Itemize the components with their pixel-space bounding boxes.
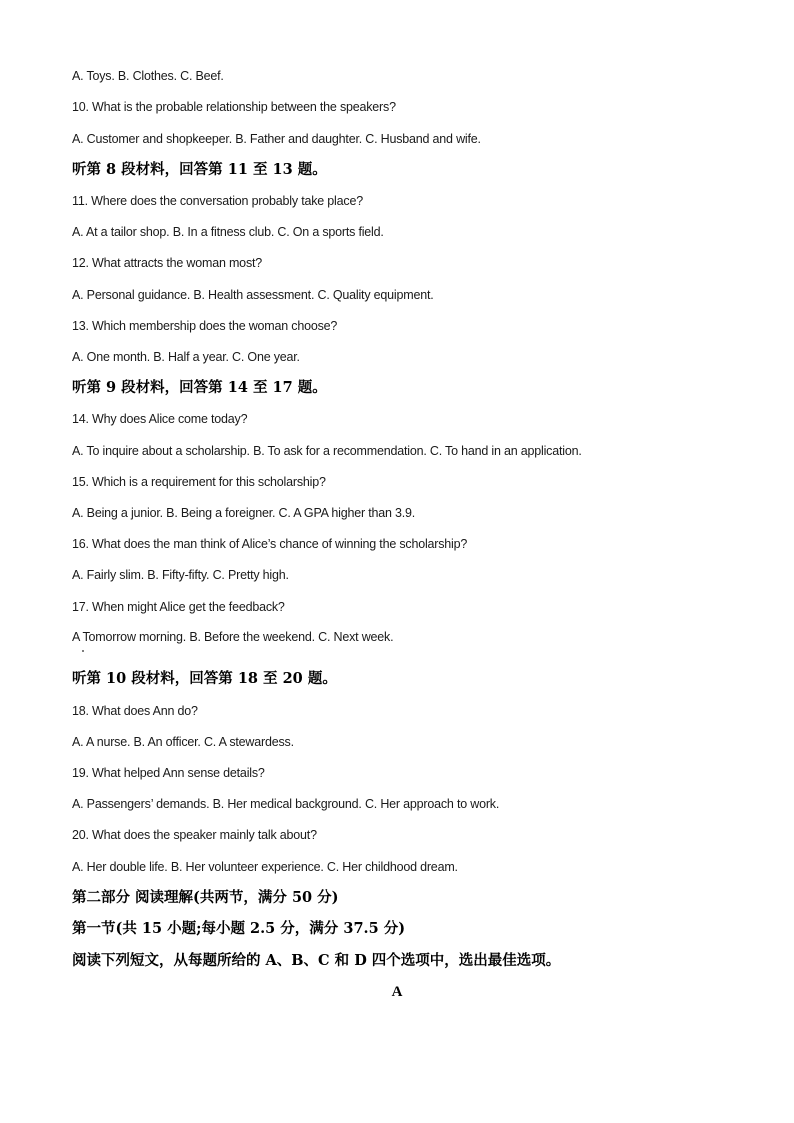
question-20: 20. What does the speaker mainly talk about? bbox=[72, 828, 317, 842]
section-heading-9: 听第 9 段材料，回答第 14 至 17 题。 bbox=[72, 379, 327, 396]
question-18: 18. What does Ann do? bbox=[72, 704, 198, 718]
option-line-20: A. Her double life. B. Her volunteer experience. C. Her childhood dream. bbox=[72, 860, 458, 874]
question-14: 14. Why does Alice come today? bbox=[72, 412, 248, 426]
option-line-14: A. To inquire about a scholarship. B. To ask for a recommendation. C. To hand in an application. bbox=[72, 444, 582, 458]
option-line-17: A Tomorrow morning. B. Before the weekend. C. Next week. bbox=[72, 630, 394, 644]
option-line-16: A. Fairly slim. B. Fifty-fifty. C. Pretty high. bbox=[72, 568, 289, 582]
section-heading-8: 听第 8 段材料，回答第 11 至 13 题。 bbox=[72, 161, 327, 178]
question-10: 10. What is the probable relationship between the speakers? bbox=[72, 100, 396, 114]
option-line-18: A. A nurse. B. An officer. C. A stewardess. bbox=[72, 735, 294, 749]
question-12: 12. What attracts the woman most? bbox=[72, 256, 263, 270]
question-17: 17. When might Alice get the feedback? bbox=[72, 600, 285, 614]
question-16: 16. What does the man think of Alice’s chance of winning the scholarship? bbox=[72, 537, 468, 551]
option-line-13: A. One month. B. Half a year. C. One year. bbox=[72, 350, 300, 364]
reading-instructions: 阅读下列短文，从每题所给的 A、B、C 和 D 四个选项中，选出最佳选项。 bbox=[72, 952, 561, 969]
section-heading-10: 听第 10 段材料，回答第 18 至 20 题。 bbox=[72, 670, 337, 687]
option-line-11: A. At a tailor shop. B. In a fitness club. C. On a sports field. bbox=[72, 225, 384, 239]
question-15: 15. Which is a requirement for this scholarship? bbox=[72, 475, 326, 489]
option-line-9: A. Toys. B. Clothes. C. Beef. bbox=[72, 69, 224, 83]
part-two-heading: 第二部分 阅读理解(共两节，满分 50 分) bbox=[72, 889, 339, 906]
option-line-10: A. Customer and shopkeeper. B. Father and daughter. C. Husband and wife. bbox=[72, 132, 481, 146]
question-11: 11. Where does the conversation probably take place? bbox=[72, 194, 363, 208]
option-line-19: A. Passengers’ demands. B. Her medical background. C. Her approach to work. bbox=[72, 797, 500, 811]
passage-label: A bbox=[391, 984, 403, 1000]
question-19: 19. What helped Ann sense details? bbox=[72, 766, 265, 780]
option-line-15: A. Being a junior. B. Being a foreigner. C. A GPA higher than 3.9. bbox=[72, 506, 416, 520]
stray-dot bbox=[82, 650, 84, 652]
section-one-heading: 第一节(共 15 小题;每小题 2.5 分，满分 37.5 分) bbox=[72, 920, 406, 937]
option-line-12: A. Personal guidance. B. Health assessment. C. Quality equipment. bbox=[72, 288, 434, 302]
question-13: 13. Which membership does the woman choose? bbox=[72, 319, 338, 333]
